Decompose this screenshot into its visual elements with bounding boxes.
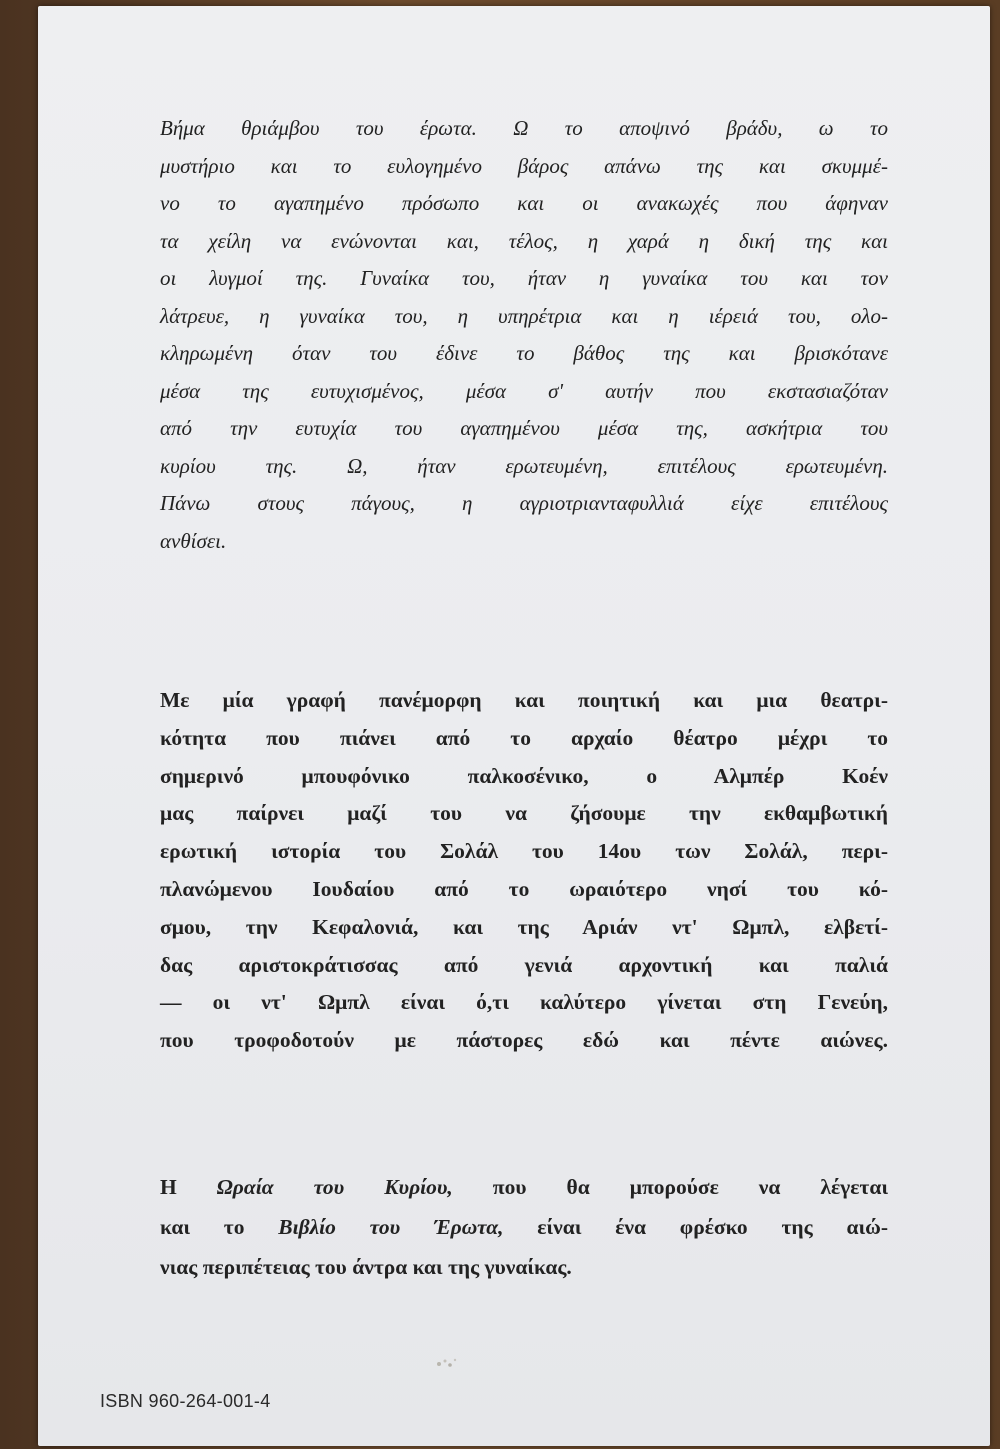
blurb-line: σημερινό μπουφόνικο παλκοσένικο, ο Αλμπέρ Κοέν xyxy=(160,763,888,788)
blurb-line: σμου, την Κεφαλονιά, και της Αριάν ντ' Ωμπλ, ελβετί- xyxy=(160,914,888,939)
blurb-line: που τροφοδοτούν με πάστορες εδώ και πέντε αιώνες. xyxy=(160,1028,888,1053)
summary-line: νιας περιπέτειας του άντρα και της γυναίκας. xyxy=(160,1255,572,1279)
blurb-line: — οι ντ' Ωμπλ είναι ό,τι καλύτερο γίνεται στη Γενεύη, xyxy=(160,990,888,1015)
summary-text: Η xyxy=(160,1175,217,1199)
summary-line xyxy=(160,1167,888,1207)
summary-text: και το xyxy=(160,1215,279,1239)
summary-text: είναι ένα φρέσκο της αιώ- xyxy=(503,1215,889,1239)
book-back-cover xyxy=(38,6,990,1446)
blurb-line: μας παίρνει μαζί του να ζήσουμε την εκθαμβωτική xyxy=(160,801,888,826)
excerpt-line: κληρωμένη όταν του έδινε το βάθος της και βρισκότανε xyxy=(160,341,888,365)
excerpt-line: κυρίου της. Ω, ήταν ερωτευμένη, επιτέλους ερωτευμένη. xyxy=(160,453,888,478)
blurb-line: κότητα που πιάνει από το αρχαίο θέατρο μέχρι το xyxy=(160,725,888,750)
blurb-line: ερωτική ιστορία του Σολάλ του 14ου των Σολάλ, περι- xyxy=(160,839,888,864)
excerpt-line: νο το αγαπημένο πρόσωπο και οι ανακωχές που άφηναν xyxy=(160,191,888,215)
smudge-mark xyxy=(433,1354,461,1370)
alt-title-text: Βιβλίο του Έρωτα, xyxy=(278,1215,504,1239)
blurb-paragraph xyxy=(160,682,888,1060)
excerpt-line: μέσα της ευτυχισμένος, μέσα σ' αυτήν που εκστασιαζόταν xyxy=(160,378,888,403)
excerpt-line: μυστήριο και το ευλογημένο βάρος απάνω της και σκυμμέ- xyxy=(160,153,888,178)
blurb-line: πλανώμενου Ιουδαίου από το ωραιότερο νησί του κό- xyxy=(160,876,888,901)
blurb-line: δας αριστοκράτισσας από γενιά αρχοντική και παλιά xyxy=(160,952,888,977)
excerpt-line: Πάνω στους πάγους, η αγριοτριανταφυλλιά είχε επιτέλους xyxy=(160,491,888,515)
summary-line xyxy=(160,1207,888,1247)
excerpt-paragraph xyxy=(160,110,888,560)
excerpt-line: ανθίσει. xyxy=(160,528,227,553)
excerpt-line: οι λυγμοί της. Γυναίκα του, ήταν η γυναίκα του και τον xyxy=(160,266,888,290)
excerpt-line: τα χείλη να ενώνονται και, τέλος, η χαρά η δική της και xyxy=(160,228,888,253)
isbn-label: ISBN 960-264-001-4 xyxy=(100,1391,271,1411)
book-title-text: Ωραία του Κυρίου, xyxy=(216,1175,453,1199)
book-summary-paragraph xyxy=(160,1167,888,1287)
blurb-line: Με μία γραφή πανέμορφη και ποιητική και μια θεατρι- xyxy=(160,688,888,712)
excerpt-line: από την ευτυχία του αγαπημένου μέσα της, ασκήτρια του xyxy=(160,416,888,440)
excerpt-line: Βήμα θριάμβου του έρωτα. Ω το αποψινό βράδυ, ω το xyxy=(160,116,888,140)
summary-text: που θα μπορούσε να λέγεται xyxy=(452,1175,888,1199)
excerpt-line: λάτρευε, η γυναίκα του, η υπηρέτρια και η ιέρειά του, ολο- xyxy=(160,303,888,328)
